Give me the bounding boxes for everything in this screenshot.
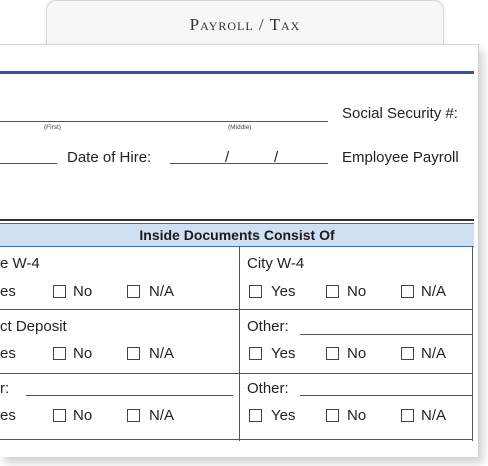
date-separator-2: / <box>274 149 279 166</box>
option-na-label: N/A <box>421 345 447 362</box>
grid-row-divider-2 <box>0 373 473 374</box>
option-yes-label: Yes <box>271 283 296 300</box>
na-checkbox[interactable] <box>127 347 140 360</box>
no-checkbox[interactable] <box>53 347 66 360</box>
cell-label-direct-deposit: ct Deposit <box>0 318 67 335</box>
option-yes-label: Yes <box>271 345 296 362</box>
grid-right-edge <box>472 246 473 441</box>
first-name-caption: (First) <box>44 124 61 131</box>
option-yes-label: es <box>0 283 16 300</box>
no-checkbox[interactable] <box>326 285 339 298</box>
folder-body <box>0 44 479 457</box>
cell-label-state-w4: e W-4 <box>0 255 40 272</box>
grid-row-divider-1 <box>0 309 473 310</box>
section-top-rule <box>0 219 474 221</box>
na-checkbox[interactable] <box>401 285 414 298</box>
cell-label-city-w4: City W-4 <box>247 255 305 272</box>
cell-label-other: Other: <box>247 380 289 397</box>
grid-divider-vertical <box>239 246 240 441</box>
other-left-input-line[interactable] <box>26 395 233 396</box>
na-checkbox[interactable] <box>127 285 140 298</box>
middle-name-caption: (Middle) <box>228 124 252 131</box>
option-no-label: No <box>347 407 367 424</box>
cell-label-other: Other: <box>247 318 289 335</box>
option-na-label: N/A <box>149 407 175 424</box>
date-of-hire-label: Date of Hire: <box>67 149 152 166</box>
section-title: Inside Documents Consist Of <box>139 227 335 243</box>
blue-header-rule <box>0 71 474 74</box>
option-no-label: No <box>347 283 367 300</box>
option-na-label: N/A <box>149 283 175 300</box>
na-checkbox[interactable] <box>401 409 414 422</box>
no-checkbox[interactable] <box>53 409 66 422</box>
date-of-hire-field[interactable] <box>170 163 328 164</box>
grid-bottom-rule <box>0 439 473 440</box>
date-separator-1: / <box>225 149 230 166</box>
employee-payroll-label: Employee Payroll <box>342 149 459 166</box>
option-na-label: N/A <box>421 283 447 300</box>
yes-checkbox[interactable] <box>249 347 262 360</box>
prefix-line <box>0 163 57 164</box>
option-na-label: N/A <box>421 407 447 424</box>
name-line <box>0 121 328 122</box>
yes-checkbox[interactable] <box>249 285 262 298</box>
option-no-label: No <box>73 345 93 362</box>
tab-title: Payroll / Tax <box>189 15 301 34</box>
no-checkbox[interactable] <box>326 409 339 422</box>
other-input-line[interactable] <box>300 334 472 335</box>
folder-tab <box>46 0 444 49</box>
other-input-line[interactable] <box>300 395 472 396</box>
yes-checkbox[interactable] <box>249 409 262 422</box>
section-band <box>0 223 474 247</box>
option-no-label: No <box>73 407 93 424</box>
ssn-label: Social Security #: <box>342 105 458 122</box>
option-no-label: No <box>347 345 367 362</box>
na-checkbox[interactable] <box>401 347 414 360</box>
option-no-label: No <box>73 283 93 300</box>
no-checkbox[interactable] <box>326 347 339 360</box>
option-na-label: N/A <box>149 345 175 362</box>
option-yes-label: Yes <box>271 407 296 424</box>
na-checkbox[interactable] <box>127 409 140 422</box>
option-yes-label: es <box>0 407 16 424</box>
option-yes-label: es <box>0 345 16 362</box>
cell-label-other-left: r: <box>0 380 10 397</box>
no-checkbox[interactable] <box>53 285 66 298</box>
